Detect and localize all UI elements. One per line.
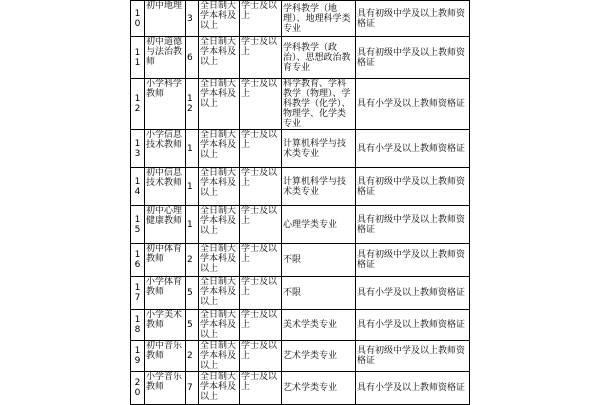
certificate-requirement: 具有初级中学及以上教师资格证 xyxy=(356,244,470,277)
row-number: 18 xyxy=(131,310,145,341)
table-row xyxy=(131,277,470,310)
major-requirement: 计算机科学与技术类专业 xyxy=(282,130,356,168)
row-number: 17 xyxy=(131,277,145,310)
hire-count: 3 xyxy=(186,1,199,37)
position-name: 小学科学教师 xyxy=(145,79,186,130)
certificate-requirement: 具有初级中学及以上教师资格证 xyxy=(356,206,470,244)
table-row xyxy=(131,244,470,277)
certificate-requirement: 具有小学及以上教师资格证 xyxy=(356,310,470,341)
major-requirement: 学科教学（政治）、思想政治教育专业 xyxy=(282,37,356,79)
table-row xyxy=(131,310,470,341)
degree-requirement: 学士及以上 xyxy=(240,310,282,341)
row-number: 15 xyxy=(131,206,145,244)
degree-requirement: 学士及以上 xyxy=(240,277,282,310)
row-number: 10 xyxy=(131,1,145,37)
education-requirement: 全日制大学本科及以上 xyxy=(199,1,240,37)
recruitment-table xyxy=(130,0,470,405)
major-requirement: 美术学类专业 xyxy=(282,310,356,341)
hire-count: 1 xyxy=(186,168,199,206)
table-row xyxy=(131,206,470,244)
position-name: 初中地理 xyxy=(145,1,186,37)
row-number: 12 xyxy=(131,79,145,130)
degree-requirement: 学士及以上 xyxy=(240,37,282,79)
row-number: 14 xyxy=(131,168,145,206)
table-row xyxy=(131,37,470,79)
major-requirement: 艺术学类专业 xyxy=(282,341,356,372)
certificate-requirement: 具有初级中学及以上教师资格证 xyxy=(356,1,470,37)
degree-requirement: 学士及以上 xyxy=(240,341,282,372)
degree-requirement: 学士及以上 xyxy=(240,168,282,206)
position-name: 小学体育教师 xyxy=(145,277,186,310)
education-requirement: 全日制大学本科及以上 xyxy=(199,244,240,277)
position-name: 初中音乐教师 xyxy=(145,341,186,372)
hire-count: 6 xyxy=(186,37,199,79)
certificate-requirement: 具有小学及以上教师资格证 xyxy=(356,130,470,168)
position-name: 小学音乐教师 xyxy=(145,372,186,405)
row-number: 16 xyxy=(131,244,145,277)
position-name: 初中道德与法治教师 xyxy=(145,37,186,79)
major-requirement: 科学教育、学科教学（物理）、学科教学（化学）、物理学、化学类专业 xyxy=(282,79,356,130)
hire-count: 2 xyxy=(186,341,199,372)
education-requirement: 全日制大学本科及以上 xyxy=(199,130,240,168)
degree-requirement: 学士及以上 xyxy=(240,79,282,130)
degree-requirement: 学士及以上 xyxy=(240,1,282,37)
position-name: 小学信息技术教师 xyxy=(145,130,186,168)
major-requirement: 艺术学类专业 xyxy=(282,372,356,405)
certificate-requirement: 具有初级中学及以上教师资格证 xyxy=(356,168,470,206)
hire-count: 5 xyxy=(186,310,199,341)
certificate-requirement: 具有初级中学及以上教师资格证 xyxy=(356,341,470,372)
position-name: 小学美术教师 xyxy=(145,310,186,341)
certificate-requirement: 具有初级中学及以上教师资格证 xyxy=(356,37,470,79)
education-requirement: 全日制大学本科及以上 xyxy=(199,79,240,130)
degree-requirement: 学士及以上 xyxy=(240,372,282,405)
degree-requirement: 学士及以上 xyxy=(240,244,282,277)
certificate-requirement: 具有小学及以上教师资格证 xyxy=(356,372,470,405)
table-row xyxy=(131,130,470,168)
education-requirement: 全日制大学本科及以上 xyxy=(199,168,240,206)
table-row xyxy=(131,341,470,372)
position-name: 初中信息技术教师 xyxy=(145,168,186,206)
row-number: 19 xyxy=(131,341,145,372)
hire-count: 7 xyxy=(186,372,199,405)
row-number: 20 xyxy=(131,372,145,405)
hire-count: 12 xyxy=(186,79,199,130)
table-row xyxy=(131,79,470,130)
hire-count: 1 xyxy=(186,206,199,244)
education-requirement: 全日制大学本科及以上 xyxy=(199,341,240,372)
hire-count: 2 xyxy=(186,244,199,277)
position-name: 初中体育教师 xyxy=(145,244,186,277)
hire-count: 5 xyxy=(186,277,199,310)
position-name: 初中心理健康教师 xyxy=(145,206,186,244)
major-requirement: 学科教学（地理）、地理科学类专业 xyxy=(282,1,356,37)
certificate-requirement: 具有小学及以上教师资格证 xyxy=(356,79,470,130)
row-number: 11 xyxy=(131,37,145,79)
education-requirement: 全日制大学本科及以上 xyxy=(199,372,240,405)
certificate-requirement: 具有小学及以上教师资格证 xyxy=(356,277,470,310)
table-row xyxy=(131,1,470,37)
hire-count: 1 xyxy=(186,130,199,168)
education-requirement: 全日制大学本科及以上 xyxy=(199,310,240,341)
major-requirement: 心理学类专业 xyxy=(282,206,356,244)
major-requirement: 不限 xyxy=(282,244,356,277)
education-requirement: 全日制大学本科及以上 xyxy=(199,277,240,310)
major-requirement: 计算机科学与技术类专业 xyxy=(282,168,356,206)
education-requirement: 全日制大学本科及以上 xyxy=(199,37,240,79)
row-number: 13 xyxy=(131,130,145,168)
degree-requirement: 学士及以上 xyxy=(240,206,282,244)
education-requirement: 全日制大学本科及以上 xyxy=(199,206,240,244)
major-requirement: 不限 xyxy=(282,277,356,310)
degree-requirement: 学士及以上 xyxy=(240,130,282,168)
table-row xyxy=(131,168,470,206)
